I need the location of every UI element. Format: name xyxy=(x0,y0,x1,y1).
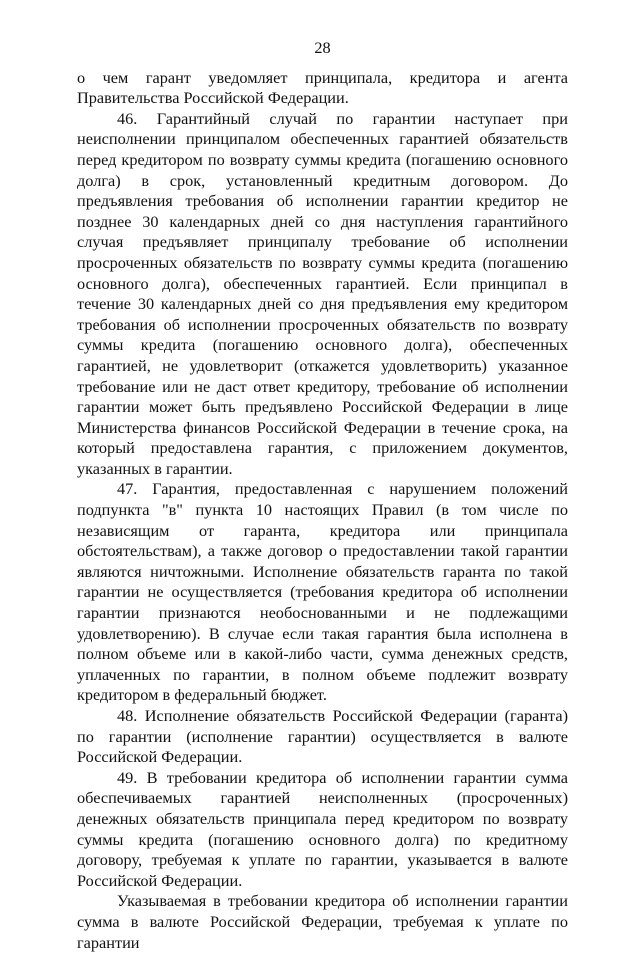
paragraph-47: 47. Гарантия, предоставленная с нарушением положений подпункта "в" пункта 10 настоящих Правил (в том числе по независящим от гаранта, кредитора или принципала обстоятельствам), а также договор о предоставлении такой гарантии являются ничтожными. Исполнение обязательств гаранта по такой гарантии не осуществляется (требования кредитора об исполнении гарантии признаются необоснованными и не подлежащими удовлетворению). В случае если такая гарантия была исполнена в полном объеме или в какой-либо части, сумма денежных средств, уплаченных по гарантии, в полном объеме подлежит возврату кредитором в федеральный бюджет. xyxy=(77,479,568,705)
paragraph-48: 48. Исполнение обязательств Российской Федерации (гаранта) по гарантии (исполнение гарантии) осуществляется в валюте Российской Федерации. xyxy=(77,706,568,767)
paragraph-continuation: о чем гарант уведомляет принципала, кредитора и агента Правительства Российской Федерации. xyxy=(77,67,568,108)
paragraph-46: 46. Гарантийный случай по гарантии наступает при неисполнении принципалом обеспеченных гарантией обязательств перед кредитором по возврату суммы кредита (погашению основного долга) в срок, установленный кредитным договором. До предъявления требования об исполнении гарантии кредитор не позднее 30 календарных дней со дня наступления гарантийного случая предъявляет принципалу требование об исполнении просроченных обязательств по возврату суммы кредита (погашению основного долга), обеспеченных гарантией. Если принципал в течение 30 календарных дней со дня предъявления ему кредитором требования об исполнении просроченных обязательств по возврату суммы кредита (погашению основного долга), обеспеченных гарантией, не удовлетворит (откажется удовлетворить) указанное требование или не даст ответ кредитору, требование об исполнении гарантии может быть предъявлено Российской Федерации в лице Министерства финансов Российской Федерации в течение срока, на который предоставлена гарантия, с приложением документов, указанных в гарантии. xyxy=(77,108,568,478)
page-number: 28 xyxy=(314,38,331,57)
document-page xyxy=(77,38,568,953)
paragraph-49: 49. В требовании кредитора об исполнении гарантии сумма обеспечиваемых гарантией неисполненных (просроченных) денежных обязательств принципала перед кредитором по возврату суммы кредита (погашению основного долга) по кредитному договору, требуемая к уплате по гарантии, указывается в валюте Российской Федерации. xyxy=(77,767,568,890)
paragraph-49-continuation: Указываемая в требовании кредитора об исполнении гарантии сумма в валюте Российской Федерации, требуемая к уплате по гарантии xyxy=(77,891,568,952)
